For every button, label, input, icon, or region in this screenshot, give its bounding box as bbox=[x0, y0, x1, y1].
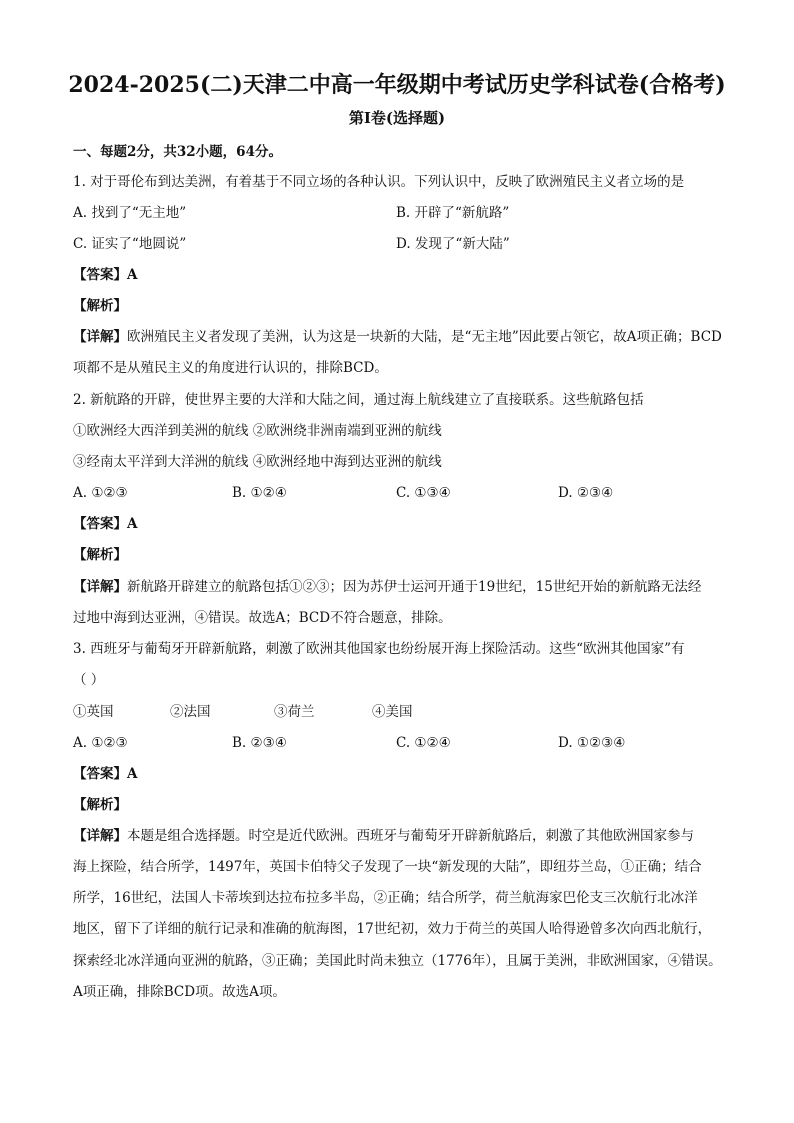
question-3-item-3: ③荷兰 bbox=[274, 704, 315, 720]
question-1-option-c: C. 证实了“地圆说” bbox=[73, 236, 187, 252]
question-3-stem: 3. 西班牙与葡萄牙开辟新航路，刺激了欧洲其他国家也纷纷展开海上探险活动。这些“欧洲其他国家”有 bbox=[73, 641, 685, 657]
question-3-detail-line bbox=[73, 827, 694, 845]
question-1-option-d: D. 发现了“新大陆” bbox=[396, 236, 510, 252]
question-1-option-b: B. 开辟了“新航路” bbox=[396, 205, 510, 221]
question-3-detail-text: 本题是组合选择题。时空是近代欧洲。西班牙与葡萄牙开辟新航路后，刺激了其他欧洲国家参与 bbox=[127, 828, 694, 844]
question-1-detail-text: 欧洲殖民主义者发现了美洲，认为这是一块新的大陆，是“无主地”因此要占领它，故A项正确；BCD bbox=[127, 329, 722, 345]
question-3-item-1: ①英国 bbox=[73, 704, 114, 720]
question-2-detail-text: 新航路开辟建立的航路包括①②③；因为苏伊士运河开通于19世纪，15世纪开始的新航路无法经 bbox=[127, 579, 702, 595]
question-3-detail-line-2: 海上探险，结合所学，1497年，英国卡伯特父子发现了一块“新发现的大陆”，即纽芬兰岛，①正确；结合 bbox=[73, 859, 702, 875]
question-3-stem-bracket: （ ） bbox=[73, 672, 105, 688]
question-2-stem: 2. 新航路的开辟，使世界主要的大洋和大陆之间，通过海上航线建立了直接联系。这些航路包括 bbox=[73, 392, 644, 408]
question-2-option-d: D. ②③④ bbox=[558, 485, 614, 501]
question-3-detail-line-4: 地区，留下了详细的航行记录和准确的航海图，17世纪初，效力于荷兰的英国人哈得逊曾多次向西北航行， bbox=[73, 921, 712, 937]
question-2-detail-line-2: 过地中海到达亚洲，④错误。故选A；BCD不符合题意，排除。 bbox=[73, 610, 452, 626]
question-3-analysis-label: 【解析】 bbox=[73, 797, 127, 813]
question-1-analysis-label: 【解析】 bbox=[73, 298, 127, 314]
question-2-option-b: B. ①②④ bbox=[232, 485, 287, 501]
question-2-items-line-2: ③经南太平洋到大洋洲的航线 ④欧洲经地中海到达亚洲的航线 bbox=[73, 454, 442, 470]
section-subtitle: 第Ⅰ卷(选择题) bbox=[348, 109, 446, 127]
question-2-answer: 【答案】A bbox=[73, 516, 138, 532]
question-2-option-c: C. ①③④ bbox=[396, 485, 451, 501]
question-2-items-line-1: ①欧洲经大西洋到美洲的航线 ②欧洲绕非洲南端到亚洲的航线 bbox=[73, 423, 442, 439]
page-title: 2024-2025(二)天津二中高一年级期中考试历史学科试卷(合格考) bbox=[68, 72, 726, 98]
question-2-detail-line bbox=[73, 578, 701, 596]
question-1-detail-line bbox=[73, 328, 722, 346]
question-2-analysis-label: 【解析】 bbox=[73, 547, 127, 563]
question-3-detail-label: 【详解】 bbox=[73, 828, 127, 844]
section-header: 一、每题2分，共32小题，64分。 bbox=[73, 144, 282, 160]
question-3-item-4: ④美国 bbox=[372, 704, 413, 720]
question-3-item-2: ②法国 bbox=[170, 704, 211, 720]
question-3-detail-line-6: A项正确，排除BCD项。故选A项。 bbox=[73, 984, 286, 1000]
question-1-detail-line-2: 项都不是从殖民主义的角度进行认识的，排除BCD。 bbox=[73, 360, 388, 376]
question-1-option-a: A. 找到了“无主地” bbox=[73, 205, 187, 221]
question-3-option-d: D. ①②③④ bbox=[558, 735, 626, 751]
question-1-detail-label: 【详解】 bbox=[73, 329, 127, 345]
question-2-detail-label: 【详解】 bbox=[73, 579, 127, 595]
question-3-option-b: B. ②③④ bbox=[232, 735, 287, 751]
question-1-answer: 【答案】A bbox=[73, 267, 138, 283]
question-3-option-a: A. ①②③ bbox=[73, 735, 128, 751]
question-3-detail-line-5: 探索经北冰洋通向亚洲的航路，③正确；美国此时尚未独立（1776年），且属于美洲，非欧洲国家，④错误。 bbox=[73, 953, 722, 969]
question-1-stem: 1. 对于哥伦布到达美洲，有着基于不同立场的各种认识。下列认识中，反映了欧洲殖民主义者立场的是 bbox=[73, 174, 685, 190]
question-3-detail-line-3: 所学，16世纪，法国人卡蒂埃到达拉布拉多半岛，②正确；结合所学，荷兰航海家巴伦支三次航行北冰洋 bbox=[73, 890, 698, 906]
question-3-option-c: C. ①②④ bbox=[396, 735, 451, 751]
question-3-answer: 【答案】A bbox=[73, 766, 138, 782]
question-2-option-a: A. ①②③ bbox=[73, 485, 128, 501]
